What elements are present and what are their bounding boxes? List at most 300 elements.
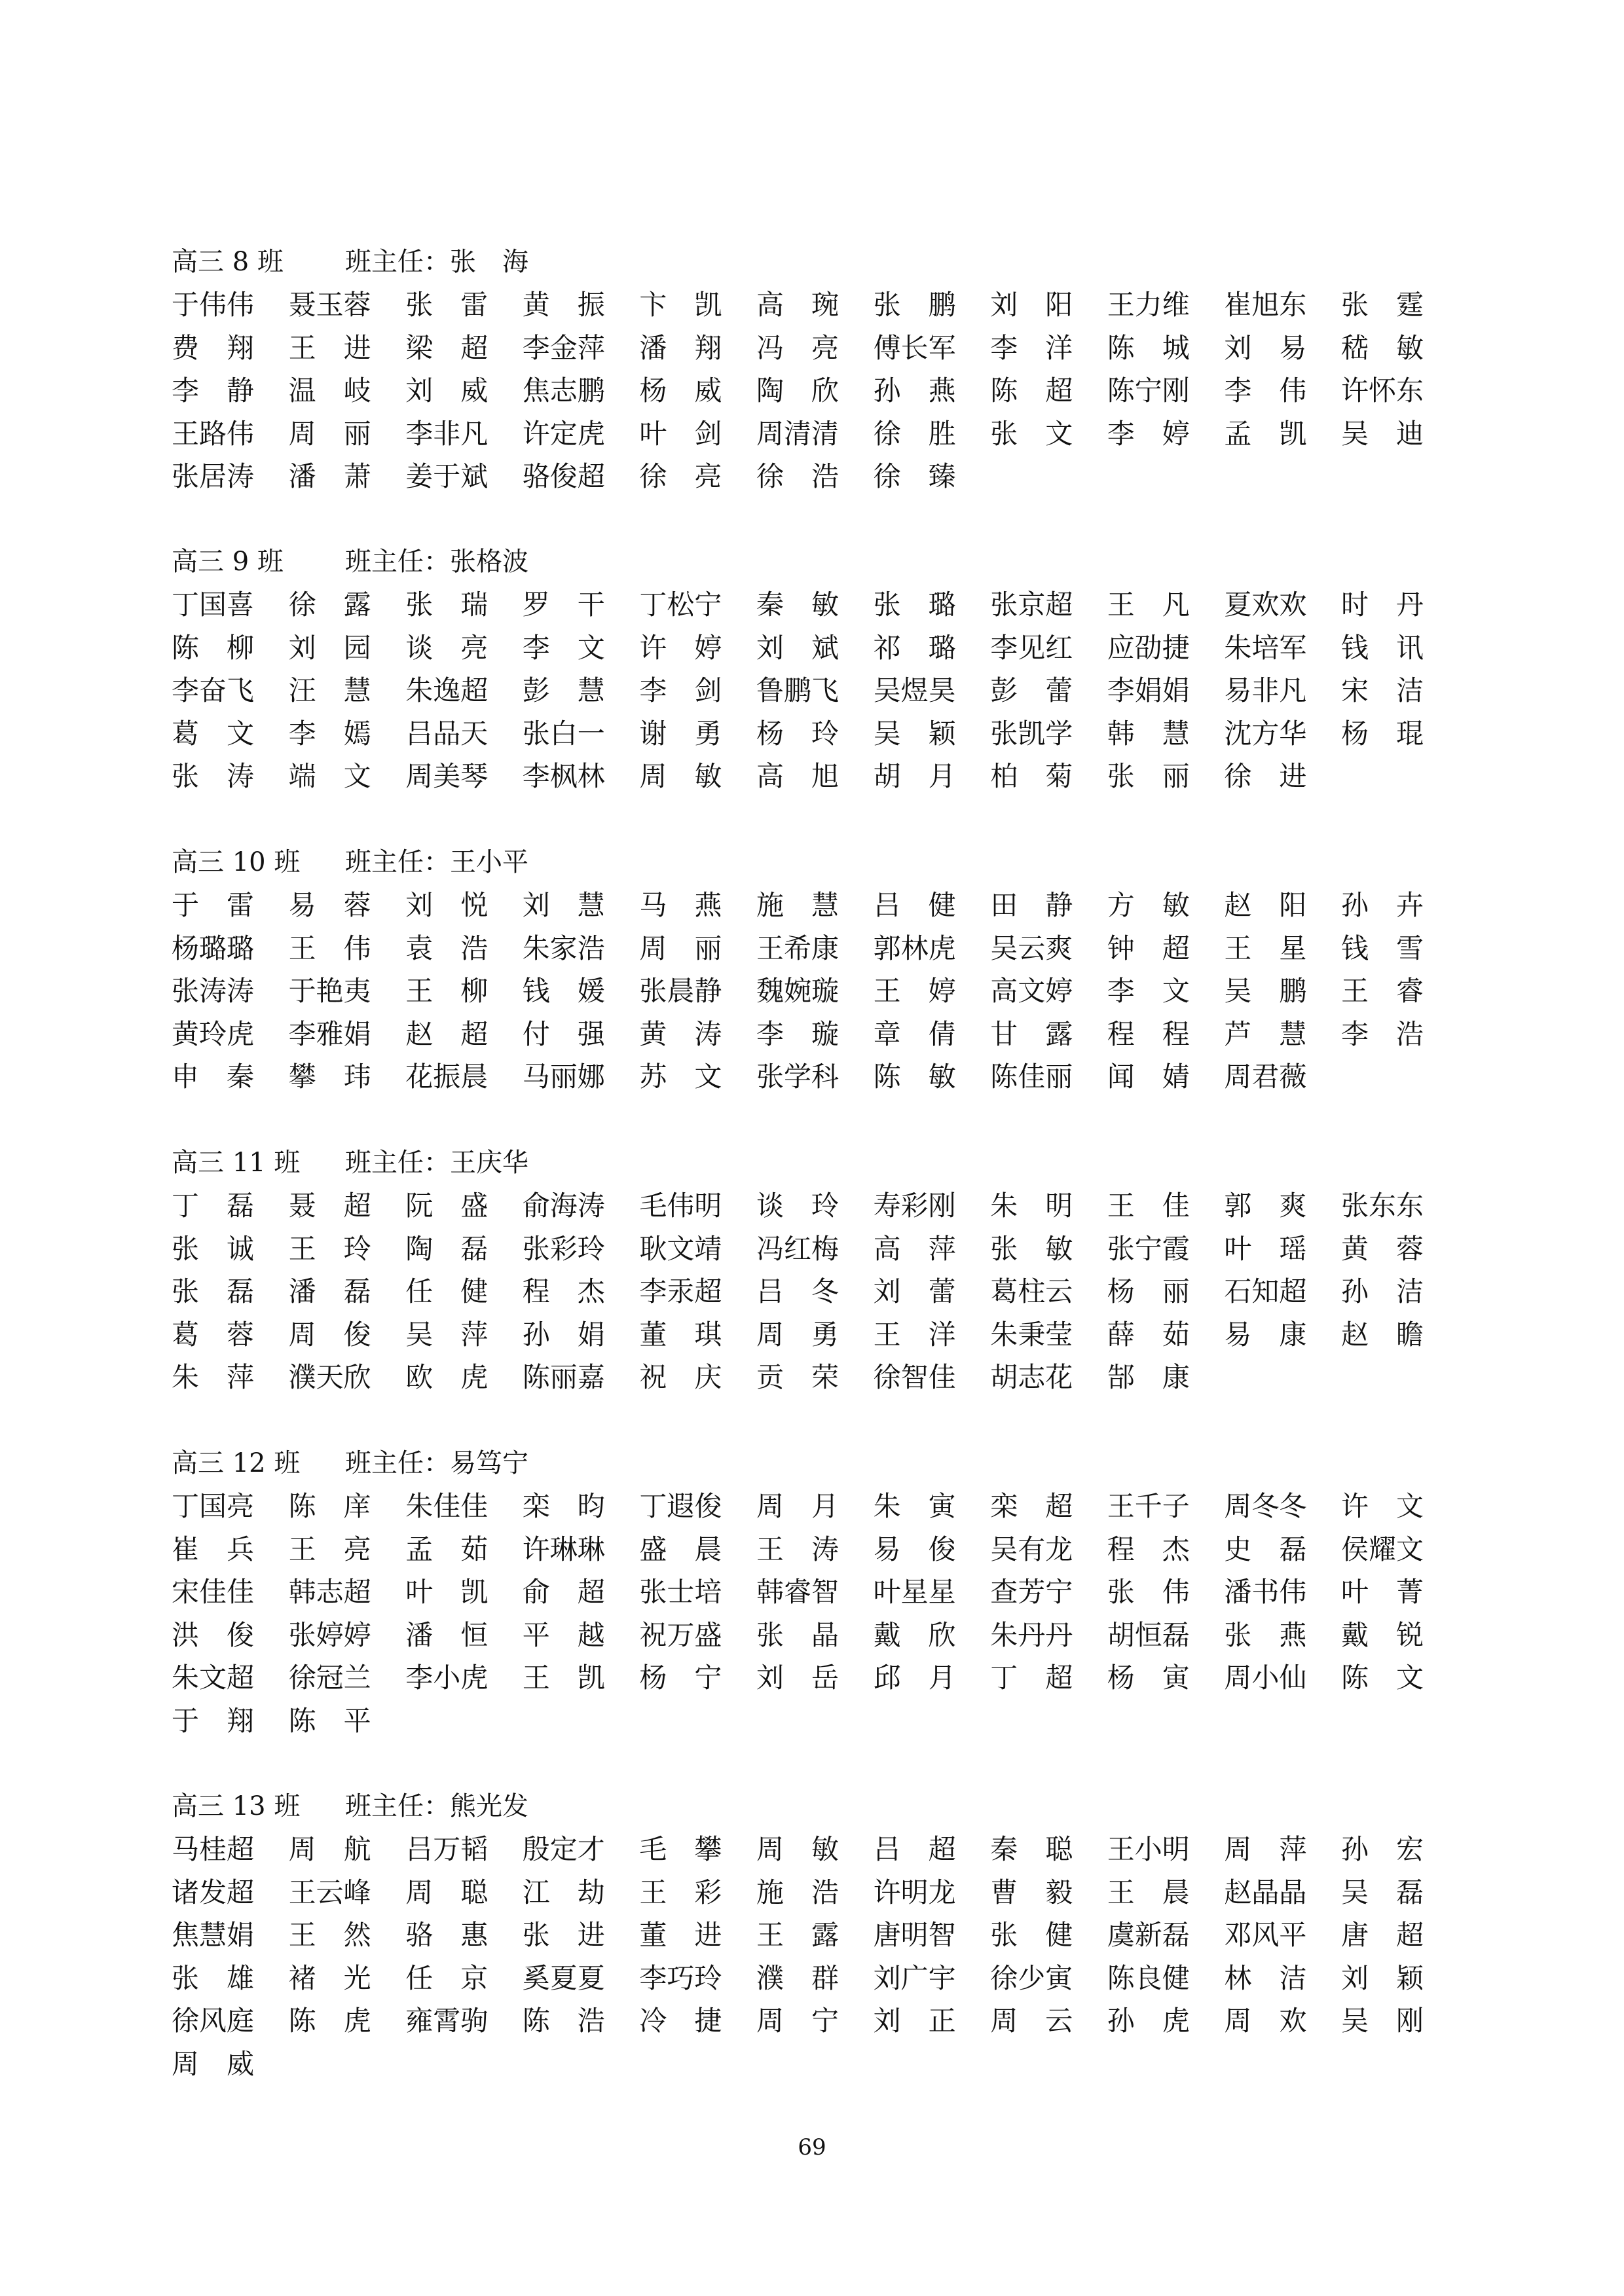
student-name: 易 康 [1224,1318,1307,1351]
student-name: 杨 琨 [1341,717,1424,750]
student-name: 诸发超 [172,1876,255,1908]
student-name: 时 丹 [1341,589,1424,621]
student-name: 周 勇 [756,1318,840,1351]
homeroom-teacher: 班主任：张 海 [345,247,528,277]
student-name: 许定虎 [522,417,605,450]
student-name: 李见红 [990,631,1073,664]
student-name: 杨 寅 [1107,1662,1190,1694]
student-name: 周 俊 [288,1318,371,1351]
student-name: 周 威 [172,2047,255,2080]
student-name: 于艳夷 [288,975,371,1007]
student-name: 徐智佳 [873,1361,956,1393]
student-name: 陈 柳 [172,631,255,664]
student-name: 史 磊 [1224,1533,1307,1565]
student-name: 葛 文 [172,717,255,750]
class-name: 高三 12 班 [172,1448,301,1478]
student-name: 程 杰 [1107,1533,1190,1565]
student-name: 陈 超 [990,374,1073,407]
class-header [172,841,528,883]
student-name: 李非凡 [405,417,489,450]
student-name: 柏 菊 [990,760,1073,792]
student-name: 叶 剑 [639,417,722,450]
class-name: 高三 9 班 [172,547,284,577]
student-name: 叶星星 [873,1576,956,1608]
student-name: 丁国喜 [172,589,255,621]
student-name: 贡 荣 [756,1361,840,1393]
student-name: 周 宁 [756,2005,840,2037]
student-name: 马丽娜 [522,1061,605,1093]
student-name: 张 伟 [1107,1576,1190,1608]
student-name: 嵇 敏 [1341,331,1424,364]
student-name: 李 璇 [756,1017,840,1050]
student-name: 丁松宁 [639,589,722,621]
student-name: 吴煜昊 [873,674,956,706]
student-name: 潘 翔 [639,331,722,364]
student-name: 毛 攀 [639,1833,722,1865]
student-name: 王 伟 [288,932,371,964]
student-name: 吴 颖 [873,717,956,750]
student-name: 周小仙 [1224,1662,1307,1694]
student-name: 黄玲虎 [172,1017,255,1050]
student-name: 周 聪 [405,1876,489,1908]
student-name: 高 旭 [756,760,840,792]
student-name: 王 星 [1224,932,1307,964]
student-name: 张 进 [522,1919,605,1951]
student-name: 张 文 [990,417,1073,450]
student-name: 胡 月 [873,760,956,792]
student-name: 李巧玲 [639,1961,722,1994]
student-name: 花振晨 [405,1061,489,1093]
class-header [172,1785,528,1827]
student-name: 李枫林 [522,760,605,792]
student-name: 王路伟 [172,417,255,450]
student-name: 洪 俊 [172,1618,255,1651]
student-name: 耿文靖 [639,1232,722,1265]
student-name: 俞海涛 [522,1190,605,1222]
student-name: 杨 威 [639,374,722,407]
homeroom-teacher: 班主任：王小平 [345,847,528,877]
student-name: 张 璐 [873,589,956,621]
student-name: 许明龙 [873,1876,956,1908]
student-name: 查芳宁 [990,1576,1073,1608]
student-name: 于伟伟 [172,289,255,321]
student-name: 朱秉莹 [990,1318,1073,1351]
student-name: 聂 超 [288,1190,371,1222]
student-name: 吴云爽 [990,932,1073,964]
student-name: 李 浩 [1341,1017,1424,1050]
student-name: 吕 健 [873,889,956,921]
student-name: 易 蓉 [288,889,371,921]
student-name: 刘 阳 [990,289,1073,321]
student-name: 郭 爽 [1224,1190,1307,1222]
student-name: 陈 城 [1107,331,1190,364]
student-name: 申 秦 [172,1061,255,1093]
student-name: 吕万韬 [405,1833,489,1865]
student-name: 周 敏 [639,760,722,792]
student-name: 刘 岳 [756,1662,840,1694]
student-name: 罗 干 [522,589,605,621]
student-name: 孙 燕 [873,374,956,407]
class-header [172,1442,528,1484]
student-name: 陈宁刚 [1107,374,1190,407]
student-name: 王 凡 [1107,589,1190,621]
student-name: 李 剑 [639,674,722,706]
student-name: 李金萍 [522,331,605,364]
student-name: 徐 臻 [873,460,956,492]
student-name: 张 诚 [172,1232,255,1265]
student-name: 钱 雪 [1341,932,1424,964]
student-name: 吴 磊 [1341,1876,1424,1908]
student-name: 应劭捷 [1107,631,1190,664]
homeroom-teacher: 班主任：熊光发 [345,1791,528,1821]
student-name: 徐风庭 [172,2005,255,2037]
student-name: 郜 康 [1107,1361,1190,1393]
student-name: 杨 丽 [1107,1275,1190,1307]
student-name: 陈佳丽 [990,1061,1073,1093]
student-name: 刘 易 [1224,331,1307,364]
student-name: 张 磊 [172,1275,255,1307]
student-name: 崔 兵 [172,1533,255,1565]
student-name: 于 翔 [172,1704,255,1737]
student-name: 张学科 [756,1061,840,1093]
student-name: 徐 浩 [756,460,840,492]
student-name: 闻 婧 [1107,1061,1190,1093]
student-name: 黄 涛 [639,1017,722,1050]
student-name: 沈方华 [1224,717,1307,750]
student-name: 宋 洁 [1341,674,1424,706]
student-name: 周 丽 [639,932,722,964]
student-name: 陈 文 [1341,1662,1424,1694]
student-name: 易 俊 [873,1533,956,1565]
student-name: 苏 文 [639,1061,722,1093]
student-name: 易非凡 [1224,674,1307,706]
student-name: 邱 月 [873,1662,956,1694]
student-name: 张东东 [1341,1190,1424,1222]
student-name: 王 玲 [288,1232,371,1265]
student-name: 谢 勇 [639,717,722,750]
student-name: 戴 锐 [1341,1618,1424,1651]
student-name: 田 静 [990,889,1073,921]
student-name: 叶 瑶 [1224,1232,1307,1265]
student-name: 端 文 [288,760,371,792]
student-name: 陶 磊 [405,1232,489,1265]
student-name: 褚 光 [288,1961,371,1994]
student-name: 江 劫 [522,1876,605,1908]
student-name: 王 柳 [405,975,489,1007]
student-name: 夏欢欢 [1224,589,1307,621]
student-name: 祁 璐 [873,631,956,664]
student-name: 攀 玮 [288,1061,371,1093]
student-name: 朱佳佳 [405,1490,489,1522]
student-name: 韩睿智 [756,1576,840,1608]
student-name: 赵 超 [405,1017,489,1050]
student-name: 石知超 [1224,1275,1307,1307]
student-name: 张 晶 [756,1618,840,1651]
student-name: 黄 蓉 [1341,1232,1424,1265]
student-name: 陈丽嘉 [522,1361,605,1393]
student-name: 王希康 [756,932,840,964]
homeroom-teacher: 班主任：王庆华 [345,1148,528,1178]
student-name: 周美琴 [405,760,489,792]
student-name: 李汞超 [639,1275,722,1307]
student-name: 潘 恒 [405,1618,489,1651]
student-name: 杨璐璐 [172,932,255,964]
student-name: 许琳琳 [522,1533,605,1565]
student-name: 周 云 [990,2005,1073,2037]
student-name: 陈 浩 [522,2005,605,2037]
student-name: 陈 敏 [873,1061,956,1093]
student-name: 王 然 [288,1919,371,1951]
student-name: 卞 凯 [639,289,722,321]
student-name: 王 涛 [756,1533,840,1565]
student-name: 任 京 [405,1961,489,1994]
student-name: 魏婉璇 [756,975,840,1007]
student-name: 王 亮 [288,1533,371,1565]
student-name: 张宁霞 [1107,1232,1190,1265]
student-name: 陈 庠 [288,1490,371,1522]
student-name: 钟 超 [1107,932,1190,964]
student-name: 徐少寅 [990,1961,1073,1994]
student-name: 唐 超 [1341,1919,1424,1951]
student-name: 孙 娟 [522,1318,605,1351]
page-number: 69 [798,2134,826,2160]
student-name: 孙 卉 [1341,889,1424,921]
student-name: 王 洋 [873,1318,956,1351]
student-name: 张 雄 [172,1961,255,1994]
student-name: 徐 亮 [639,460,722,492]
student-name: 张 丽 [1107,760,1190,792]
class-name: 高三 10 班 [172,847,301,877]
student-name: 吴 迪 [1341,417,1424,450]
student-name: 张婷婷 [288,1618,371,1651]
student-name: 赵 瞻 [1341,1318,1424,1351]
student-name: 姜于斌 [405,460,489,492]
student-name: 王 露 [756,1919,840,1951]
student-name: 高 琬 [756,289,840,321]
student-name: 李 嫣 [288,717,371,750]
student-name: 孙 宏 [1341,1833,1424,1865]
homeroom-teacher: 班主任：张格波 [345,547,528,577]
student-name: 任 健 [405,1275,489,1307]
student-name: 刘 悦 [405,889,489,921]
student-name: 刘广宇 [873,1961,956,1994]
student-name: 冯 亮 [756,331,840,364]
student-name: 李 静 [172,374,255,407]
student-name: 施 慧 [756,889,840,921]
student-name: 朱培军 [1224,631,1307,664]
student-name: 王 晨 [1107,1876,1190,1908]
student-name: 盛 晨 [639,1533,722,1565]
student-name: 焦志鹏 [522,374,605,407]
student-name: 吕品天 [405,717,489,750]
student-name: 刘 蕾 [873,1275,956,1307]
student-name: 周君薇 [1224,1061,1307,1093]
student-name: 刘 正 [873,2005,956,2037]
student-name: 刘 颖 [1341,1961,1424,1994]
student-name: 丁 超 [990,1662,1073,1694]
student-name: 张 健 [990,1919,1073,1951]
student-name: 唐明智 [873,1919,956,1951]
student-name: 薛 茹 [1107,1318,1190,1351]
student-name: 张凯学 [990,717,1073,750]
student-name: 潘书伟 [1224,1576,1307,1608]
student-name: 俞 超 [522,1576,605,1608]
student-name: 费 翔 [172,331,255,364]
student-name: 王 进 [288,331,371,364]
student-name: 施 浩 [756,1876,840,1908]
student-name: 钱 媛 [522,975,605,1007]
student-name: 陈 虎 [288,2005,371,2037]
student-name: 孙 洁 [1341,1275,1424,1307]
student-name: 张 雷 [405,289,489,321]
class-header [172,241,528,283]
student-name: 王千子 [1107,1490,1190,1522]
student-name: 濮天欣 [288,1361,371,1393]
student-name: 平 越 [522,1618,605,1651]
student-name: 汪 慧 [288,674,371,706]
student-name: 朱 萍 [172,1361,255,1393]
student-name: 周冬冬 [1224,1490,1307,1522]
student-name: 周清清 [756,417,840,450]
student-name: 郭林虎 [873,932,956,964]
student-name: 周 航 [288,1833,371,1865]
class-name: 高三 8 班 [172,247,284,277]
student-name: 张 霆 [1341,289,1424,321]
student-name: 吕 超 [873,1833,956,1865]
student-name: 周 敏 [756,1833,840,1865]
student-name: 侯耀文 [1341,1533,1424,1565]
student-name: 周 月 [756,1490,840,1522]
student-name: 张涛涛 [172,975,255,1007]
student-name: 芦 慧 [1224,1017,1307,1050]
student-name: 濮 群 [756,1961,840,1994]
student-name: 王 彩 [639,1876,722,1908]
student-name: 林 洁 [1224,1961,1307,1994]
class-name: 高三 11 班 [172,1148,301,1178]
student-name: 于 雷 [172,889,255,921]
student-name: 李 文 [1107,975,1190,1007]
student-name: 杨 玲 [756,717,840,750]
student-name: 栾 超 [990,1490,1073,1522]
student-name: 陈良健 [1107,1961,1190,1994]
student-name: 钱 讯 [1341,631,1424,664]
student-name: 甘 露 [990,1017,1073,1050]
student-name: 周 丽 [288,417,371,450]
student-name: 秦 聪 [990,1833,1073,1865]
student-name: 丁遐俊 [639,1490,722,1522]
student-name: 彭 蕾 [990,674,1073,706]
student-name: 刘 园 [288,631,371,664]
homeroom-teacher: 班主任：易笃宁 [345,1448,528,1478]
student-name: 吴 刚 [1341,2005,1424,2037]
student-name: 马 燕 [639,889,722,921]
student-name: 朱 明 [990,1190,1073,1222]
student-name: 宋佳佳 [172,1576,255,1608]
student-name: 葛 蓉 [172,1318,255,1351]
student-name: 张士培 [639,1576,722,1608]
student-name: 张 鹏 [873,289,956,321]
student-name: 张晨静 [639,975,722,1007]
student-name: 周 欢 [1224,2005,1307,2037]
student-name: 傅长军 [873,331,956,364]
student-name: 雍霄驹 [405,2005,489,2037]
student-name: 王力维 [1107,289,1190,321]
student-name: 高文婷 [990,975,1073,1007]
student-name: 王云峰 [288,1876,371,1908]
student-name: 董 琪 [639,1318,722,1351]
student-name: 叶 菁 [1341,1576,1424,1608]
student-name: 杨 宁 [639,1662,722,1694]
student-name: 程 杰 [522,1275,605,1307]
student-name: 徐冠兰 [288,1662,371,1694]
student-name: 栾 昀 [522,1490,605,1522]
student-name: 祝 庆 [639,1361,722,1393]
student-name: 冷 捷 [639,2005,722,2037]
student-name: 张 瑞 [405,589,489,621]
student-name: 刘 威 [405,374,489,407]
student-name: 胡志花 [990,1361,1073,1393]
student-name: 朱文超 [172,1662,255,1694]
student-name: 谈 亮 [405,631,489,664]
student-name: 许 婷 [639,631,722,664]
student-name: 许怀东 [1341,374,1424,407]
student-name: 寿彩刚 [873,1190,956,1222]
student-name: 骆 惠 [405,1919,489,1951]
student-name: 朱逸超 [405,674,489,706]
student-name: 吕 冬 [756,1275,840,1307]
student-name: 聂玉蓉 [288,289,371,321]
student-name: 鲁鹏飞 [756,674,840,706]
student-name: 王 佳 [1107,1190,1190,1222]
student-name: 朱丹丹 [990,1618,1073,1651]
student-name: 孟 茹 [405,1533,489,1565]
student-name: 孙 虎 [1107,2005,1190,2037]
student-name: 李娟娟 [1107,674,1190,706]
student-name: 吴 鹏 [1224,975,1307,1007]
student-name: 方 敏 [1107,889,1190,921]
student-name: 戴 欣 [873,1618,956,1651]
student-name: 虞新磊 [1107,1919,1190,1951]
student-name: 李 婷 [1107,417,1190,450]
student-name: 丁 磊 [172,1190,255,1222]
student-name: 王 凯 [522,1662,605,1694]
student-name: 冯红梅 [756,1232,840,1265]
student-name: 张京超 [990,589,1073,621]
student-name: 王小明 [1107,1833,1190,1865]
student-name: 徐 胜 [873,417,956,450]
student-name: 王 睿 [1341,975,1424,1007]
student-name: 殷定才 [522,1833,605,1865]
student-name: 焦慧娟 [172,1919,255,1951]
student-name: 李 伟 [1224,374,1307,407]
student-name: 周 萍 [1224,1833,1307,1865]
student-name: 叶 凯 [405,1576,489,1608]
student-name: 潘 磊 [288,1275,371,1307]
student-name: 潘 萧 [288,460,371,492]
student-name: 骆俊超 [522,460,605,492]
student-name: 高 萍 [873,1232,956,1265]
student-name: 李 洋 [990,331,1073,364]
student-name: 许 文 [1341,1490,1424,1522]
student-name: 韩 慧 [1107,717,1190,750]
student-name: 徐 露 [288,589,371,621]
student-name: 丁国亮 [172,1490,255,1522]
student-name: 葛柱云 [990,1275,1073,1307]
student-name: 梁 超 [405,331,489,364]
class-header [172,541,528,583]
student-name: 彭 慧 [522,674,605,706]
student-name: 邓风平 [1224,1919,1307,1951]
